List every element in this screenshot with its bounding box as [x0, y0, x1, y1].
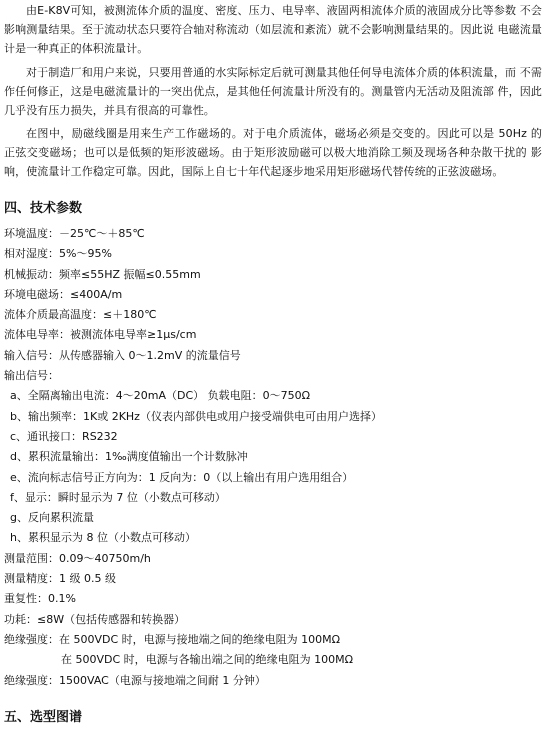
intro-p1-line-2: 不会影响测量结果。至于流动状态只要符合轴对称流动（如层流和紊流）就不会影响测量结果的。因此说	[4, 4, 542, 36]
output-item-g: g、反向累积流量	[10, 511, 94, 525]
spec-repeatability: 重复性：0.1%	[4, 592, 76, 606]
output-item-d: d、累积流量输出：1‰满度值输出一个计数脉冲	[10, 450, 248, 464]
spec-power: 功耗：≤8W（包括传感器和转换器）	[4, 612, 186, 626]
output-item-a: a、全隔离输出电流：4～20mA（DC） 负载电阻：0～750Ω	[10, 389, 311, 403]
intro-p3-line-1: 在图中，励磁线圈是用来生产工作磁场的。对于电介质流体，磁场必须是交变的。因此可以是 50Hz 的	[26, 127, 542, 140]
intro-p3-line-3: 影响，使流量计工作稳定可靠。因此，国际上自七十年代起逐步地采用矩形磁场代替传统的正弦波磁场。	[4, 146, 542, 178]
output-item-c: c、通讯接口：RS232	[10, 429, 118, 443]
spec-vibration: 机械振动：频率≤55HZ 振幅≤0.55mm	[4, 267, 201, 281]
spec-insulation-2: 在 500VDC 时，电源与各输出端之间的绝缘电阻为 100MΩ	[61, 653, 354, 667]
spec-insulation-1: 绝缘强度：在 500VDC 时，电源与接地端之间的绝缘电阻为 100MΩ	[4, 632, 341, 646]
intro-p1-line-3: 电磁流量计是一种真正的体积流量计。	[4, 23, 542, 55]
intro-p3-line-2: 正弦交变磁场；也可以是低频的矩形波磁场。由于矩形波励磁可以极大地消除工频及现场各种杂散干扰的	[4, 146, 527, 159]
output-item-e: e、流向标志信号正方向为：1 反向为：0（以上输出有用户选用组合）	[10, 470, 354, 484]
intro-paragraph-2	[4, 63, 542, 120]
spec-output-signal: 输出信号：	[4, 369, 59, 383]
intro-p2-line-3: 件，因此几乎没有压力损失，并具有很高的可靠性。	[4, 85, 542, 117]
intro-p2-line-1: 对于制造厂和用户来说，只要用普通的水实际标定后就可测量其他任何导电流体介质的体积流量，而	[26, 66, 517, 79]
tech-specs-list	[4, 224, 544, 691]
spec-accuracy: 测量精度：1 级 0.5 级	[4, 572, 116, 586]
spec-magnetic-field: 环境电磁场：≤400A/m	[4, 287, 123, 301]
intro-paragraph-3	[4, 124, 542, 181]
spec-conductivity: 流体电导率：被测流体电导率≥1μs/cm	[4, 328, 197, 342]
intro-p2-line-2: 不需作任何修正，这是电磁流量计的一突出优点，是其他任何流量计所没有的。测量管内无活动及阻流部	[4, 66, 542, 98]
spec-measure-range: 测量范围：0.09～40750m/h	[4, 551, 151, 565]
section-5-title: 五、选型图谱	[4, 710, 83, 725]
section-4-title: 四、技术参数	[4, 201, 83, 216]
output-item-f: f、显示：瞬时显示为 7 位（小数点可移动）	[10, 490, 226, 504]
output-item-h: h、累积显示为 8 位（小数点可移动）	[10, 531, 196, 545]
spec-max-medium-temp: 流体介质最高温度：≤＋180℃	[4, 308, 157, 322]
intro-paragraph-1	[4, 1, 542, 58]
spec-humidity: 相对湿度：5%～95%	[4, 247, 112, 261]
output-item-b: b、输出频率：1K或 2KHz（仪表内部供电或用户接受端供电可由用户选择）	[10, 409, 382, 423]
spec-input-signal: 输入信号：从传感器输入 0～1.2mV 的流量信号	[4, 348, 241, 362]
spec-insulation-3: 绝缘强度：1500VAC（电源与接地端之间耐 1 分钟）	[4, 673, 266, 687]
spec-ambient-temp: 环境温度：－25℃～＋85℃	[4, 227, 145, 240]
intro-p1-line-1: 由E-K8V可知，被测流体介质的温度、密度、压力、电导率、液固两相流体介质的液固成分比等参数	[26, 4, 517, 17]
